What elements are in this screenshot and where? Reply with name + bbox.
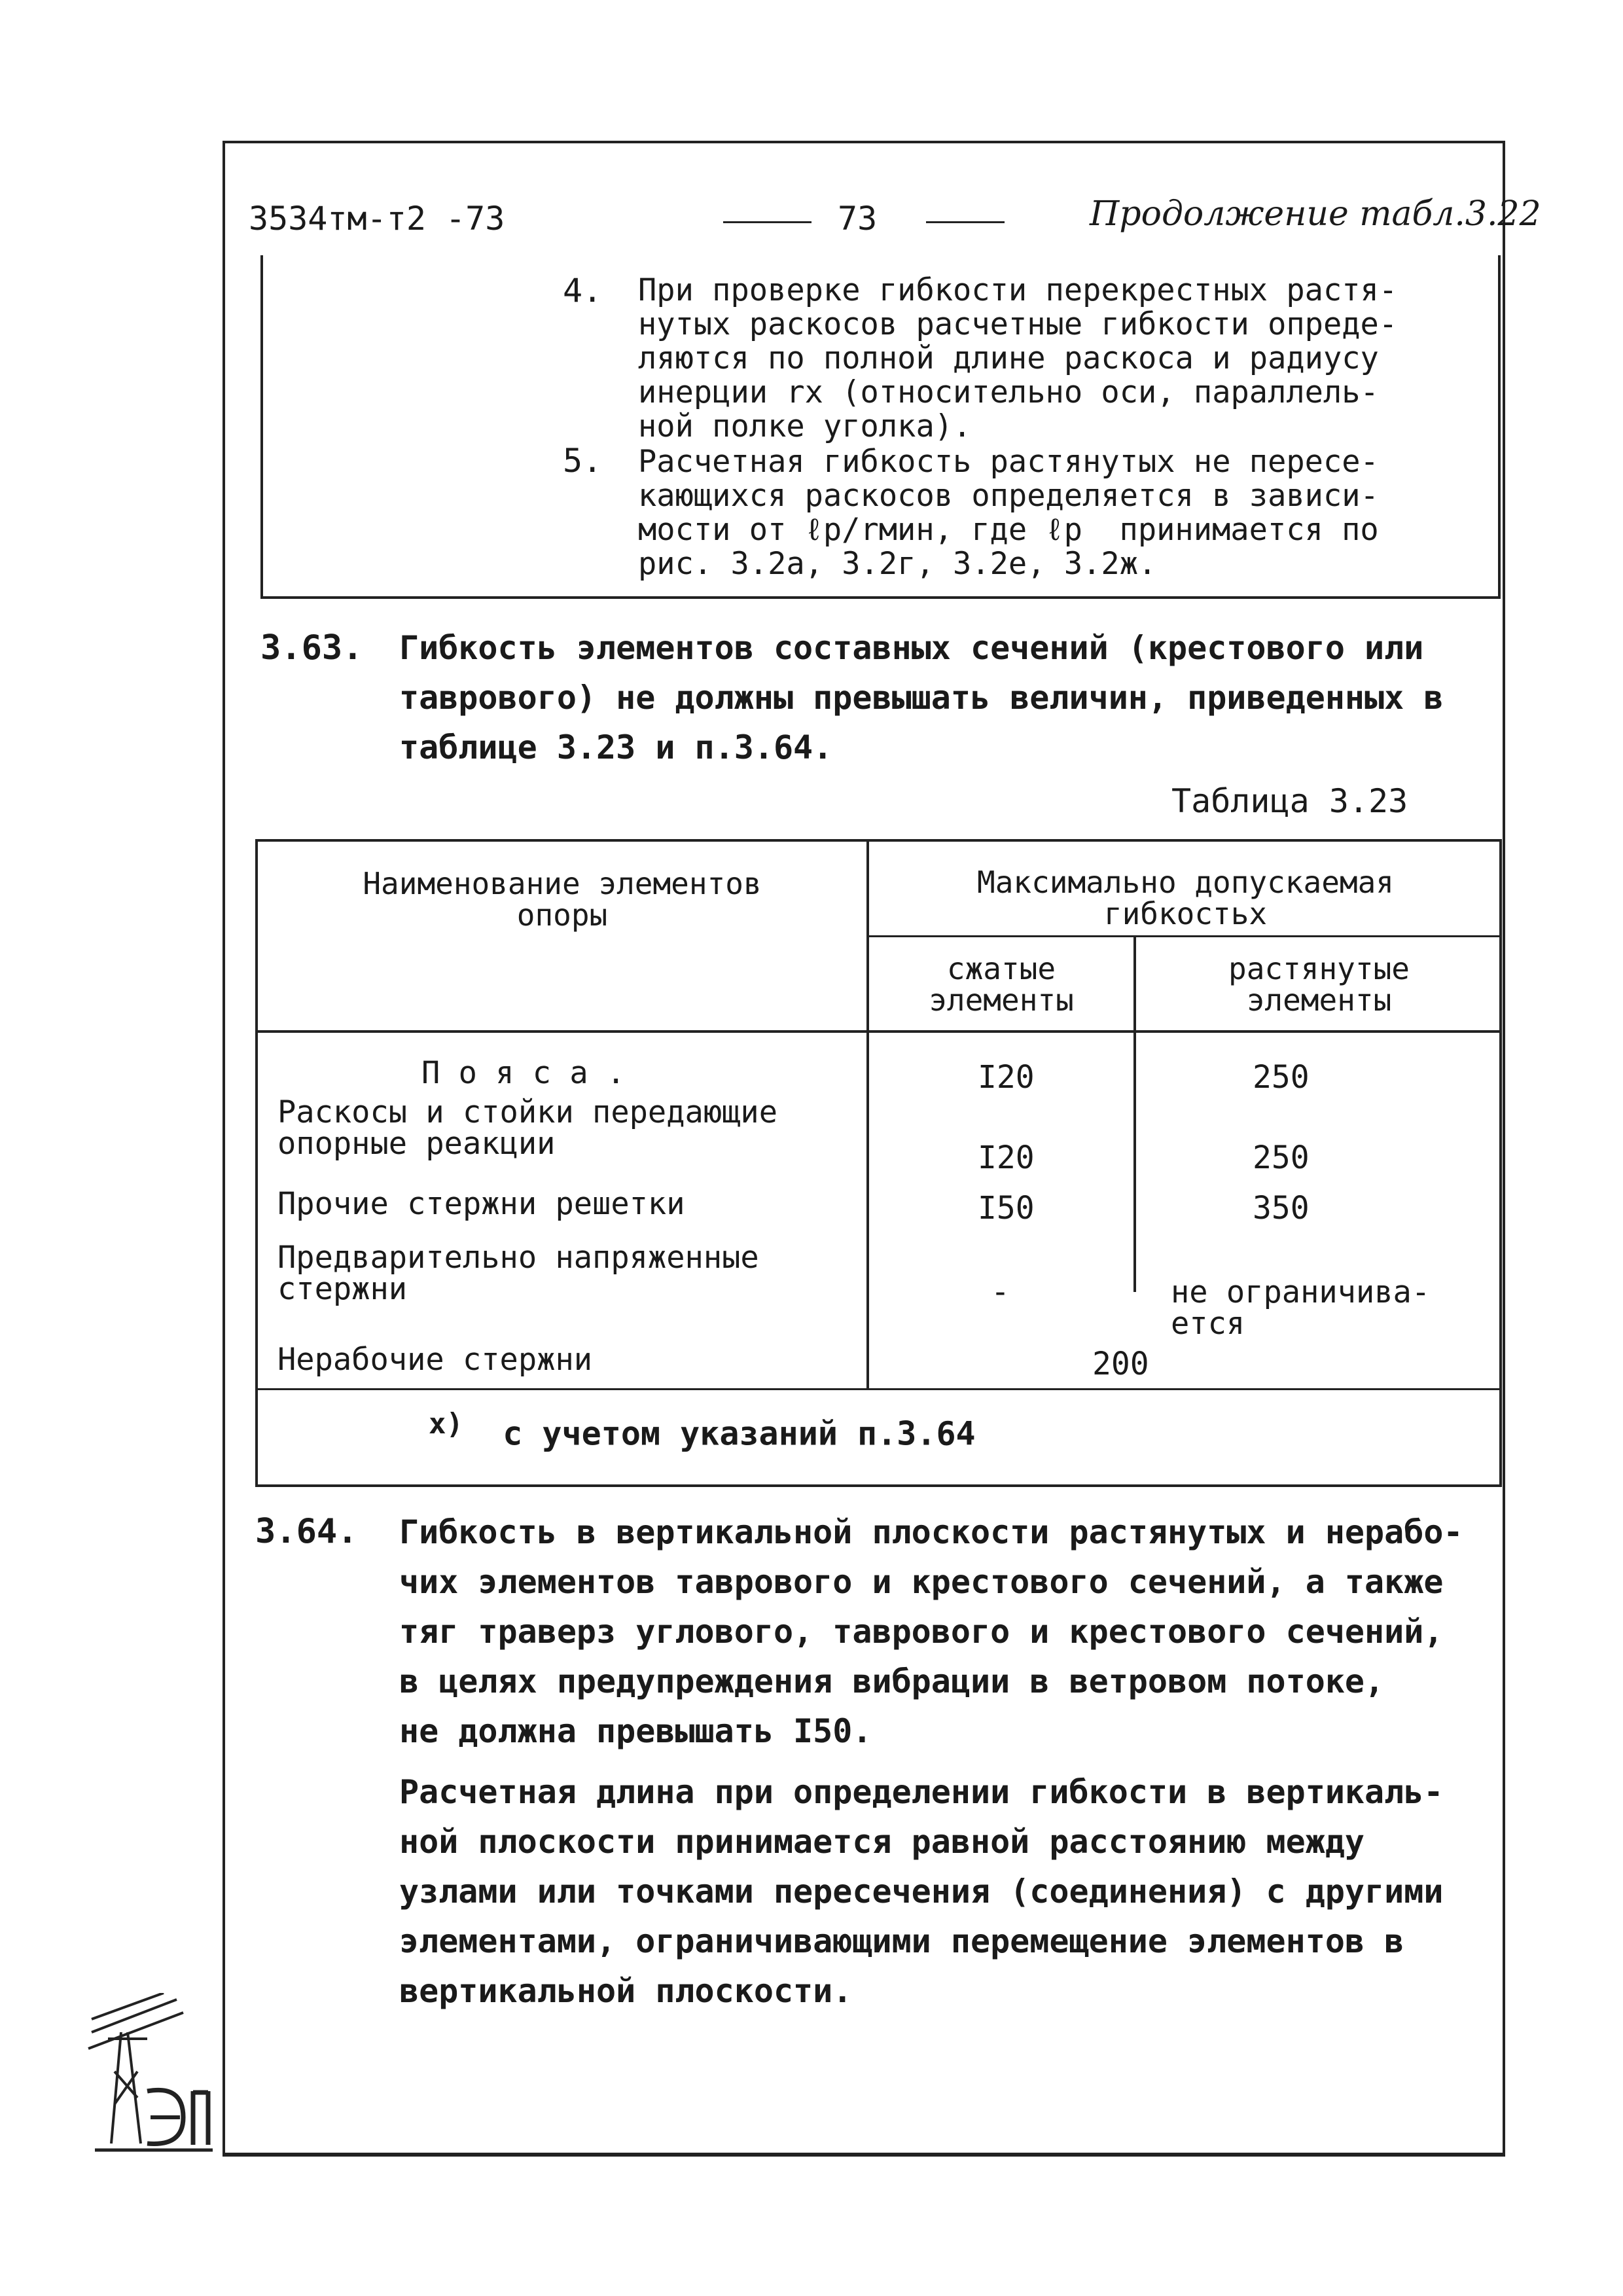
- paragraph-3-64-text: Гибкость в вертикальной плоскости растянутых и нерабо- чих элементов таврового и крестового сечений, а также тяг траверз углового, таврового и крестового сечений, в целях предупреждения вибрации в ветровом потоке, не должна превышать I50.: [399, 1513, 1463, 1750]
- page-number: 73: [838, 200, 878, 238]
- row-3-tensioned: 350: [1253, 1190, 1310, 1227]
- row-4-compressed: -: [991, 1274, 1010, 1310]
- row-2-compressed: I20: [978, 1139, 1035, 1176]
- paragraph-3-64-text-2: Расчетная длина при определении гибкости в вертикаль- ной плоскости принимается равной расстоянию между узлами или точками пересечения (соединения) с другими элементами, ограничивающими перемещение элементов в вертикальной плоскости.: [399, 1773, 1444, 2010]
- header-max-flexibility: Максимально допускаемая гибкостьx: [977, 865, 1394, 931]
- row-1-tensioned: 250: [1253, 1059, 1310, 1096]
- table-3-23: [255, 839, 1502, 1487]
- table-divider-subheader: [869, 935, 1502, 937]
- row-5-combined: 200: [1092, 1346, 1149, 1382]
- note-5-text: Расчетная гибкость растянутых не пересе- кающихся раскосов определяется в зависи- мости от ℓр/rмин, где ℓр принимается по рис. 3.2а, 3.2г, 3.2е, 3.2ж.: [638, 444, 1379, 582]
- paragraph-3-64-number: 3.64.: [255, 1512, 358, 1551]
- note-5-number: 5.: [563, 442, 603, 480]
- paragraph-3-63-number: 3.63.: [260, 628, 363, 668]
- paragraph-3-63-text: Гибкость элементов составных сечений (крестового или таврового) не должны превышать величин, приведенных в таблице 3.23 и п.3.64.: [399, 629, 1444, 766]
- document-code: 3534тм-т2 -73: [249, 200, 505, 238]
- row-1-name: П о я с а .: [421, 1055, 626, 1091]
- header-dash-right: [926, 221, 1005, 223]
- row-2-name: Раскосы и стойки передающие опорные реакции: [277, 1094, 778, 1162]
- header-element-name: Наименование элементов опоры: [363, 866, 762, 933]
- row-4-tensioned: не ограничива- ется: [1171, 1274, 1431, 1342]
- header-compressed: сжатые элементы: [929, 951, 1074, 1018]
- table-title: Таблица 3.23: [1171, 782, 1408, 820]
- header-dash-left: [723, 221, 812, 223]
- row-4-name: Предварительно напряженные стержни: [277, 1240, 759, 1307]
- esp-logo-icon: [85, 1993, 216, 2157]
- note-4-number: 4.: [563, 272, 603, 310]
- footnote-text: с учетом указаний п.3.64: [503, 1414, 976, 1453]
- row-1-compressed: I20: [978, 1059, 1035, 1096]
- table-continuation-label: Продолжение табл.3.22: [1090, 194, 1541, 234]
- table-footnote: [429, 1407, 976, 1453]
- note-4-text: При проверке гибкости перекрестных растя- нутых раскосов расчетные гибкости опреде- ляются по полной длине раскоса и радиусу инерции rx (относительно оси, параллель- ной полке уголка).: [638, 272, 1398, 444]
- row-3-compressed: I50: [978, 1190, 1035, 1227]
- header-tensioned: растянутые элементы: [1228, 951, 1410, 1018]
- table-body-bottom-rule: [258, 1388, 1502, 1390]
- row-3-name: Прочие стержни решетки: [277, 1186, 685, 1222]
- row-2-tensioned: 250: [1253, 1139, 1310, 1176]
- table-header-bottom-rule: [258, 1030, 1502, 1033]
- row-5-name: Нерабочие стержни: [277, 1342, 593, 1378]
- footnote-mark: x): [429, 1407, 463, 1441]
